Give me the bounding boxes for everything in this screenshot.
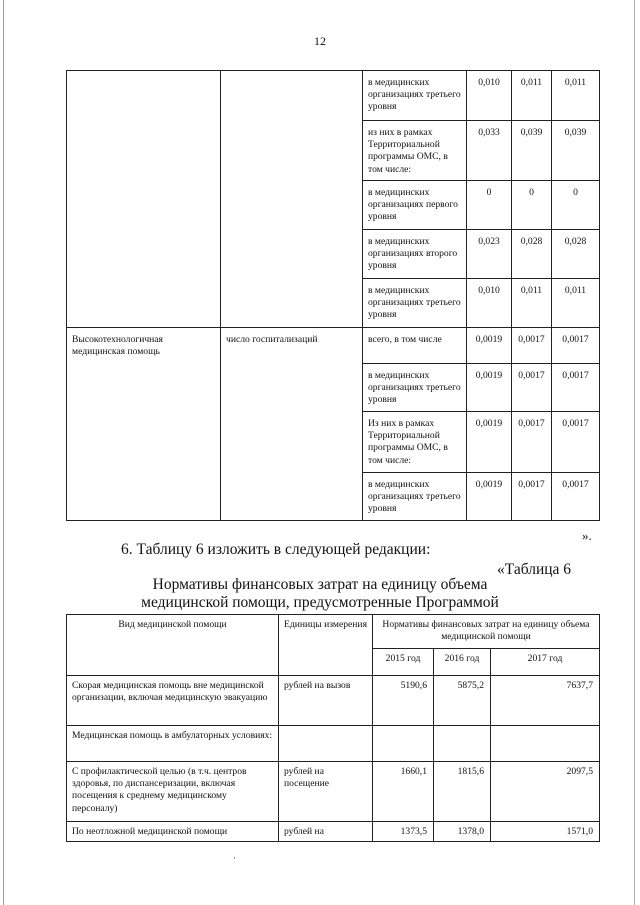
value-2015: 0,0019 [467, 473, 512, 521]
value-2017: 7637,7 [491, 676, 600, 726]
unit: рублей на посещение [279, 762, 373, 822]
table-title [100, 576, 540, 612]
care-type: Медицинская помощь в амбулаторных условиях: [67, 726, 279, 762]
value-2017: 0,039 [552, 121, 600, 181]
table-cell: всего, в том числе [363, 328, 467, 364]
table-row [67, 676, 600, 726]
value-2015: 0,0019 [467, 328, 512, 364]
value-2016: 0,028 [512, 230, 552, 279]
value-2016: 0,0017 [512, 412, 552, 473]
value-2017: 0,011 [552, 279, 600, 328]
value-2015: 0,033 [467, 121, 512, 181]
scan-edge-left [3, 0, 4, 905]
value-2015: 0,010 [467, 279, 512, 328]
table-row [67, 71, 600, 121]
value-2015: 0 [467, 181, 512, 230]
value-2016: 0,039 [512, 121, 552, 181]
amendment-paragraph: 6. Таблицу 6 изложить в следующей редакции: [121, 541, 431, 558]
value-2017: 0,0017 [552, 364, 600, 412]
table-cell: в медицинских организациях первого уровня [363, 181, 467, 230]
unit: рублей на вызов [279, 676, 373, 726]
value-2016: 1815,6 [434, 762, 491, 822]
table-cell: в медицинских организациях третьего уровня [363, 473, 467, 521]
table-cell: в медицинских организациях второго уровня [363, 230, 467, 279]
value-2017: 0,0017 [552, 412, 600, 473]
care-type: С профилактической целью (в т.ч. центров здоровья, по диспансеризации, включая посещения к среднему медицинскому персоналу) [67, 762, 279, 822]
value-2016: 5875,2 [434, 676, 491, 726]
table-cell: Из них в рамках Территориальной программы ОМС, в том числе: [363, 412, 467, 473]
value-2017: 0,0017 [552, 328, 600, 364]
table-cell [221, 71, 363, 328]
table-cell: число госпитализаций [221, 328, 363, 521]
value-2015 [373, 726, 434, 762]
value-2017: 0 [552, 181, 600, 230]
volume-norms-table-continued [66, 70, 600, 521]
footer-mark: · [233, 853, 236, 863]
header-year-2015: 2015 год [373, 649, 434, 676]
value-2017 [491, 726, 600, 762]
header-type: Вид медицинской помощи [67, 615, 279, 676]
closing-quote: ». [582, 528, 592, 543]
value-2016: 0 [512, 181, 552, 230]
table-cell: в медицинских организациях третьего уровня [363, 71, 467, 121]
scan-edge-right [634, 0, 635, 905]
value-2015: 0,0019 [467, 412, 512, 473]
unit: рублей на [279, 822, 373, 842]
value-2016: 0,0017 [512, 364, 552, 412]
table-cell: Высокотехнологичная медицинская помощь [67, 328, 221, 521]
care-type: По неотложной медицинской помощи [67, 822, 279, 842]
table-header-row [67, 615, 600, 649]
value-2015: 0,0019 [467, 364, 512, 412]
table-cell [67, 71, 221, 328]
page-number: 12 [314, 34, 326, 48]
table-cell: в медицинских организациях третьего уровня [363, 279, 467, 328]
value-2017: 2097,5 [491, 762, 600, 822]
value-2015: 1660,1 [373, 762, 434, 822]
value-2016: 0,0017 [512, 328, 552, 364]
value-2015: 5190,6 [373, 676, 434, 726]
header-year-2016: 2016 год [434, 649, 491, 676]
value-2017: 0,0017 [552, 473, 600, 521]
table-label: «Таблица 6 [497, 561, 572, 578]
header-norms: Нормативы финансовых затрат на единицу объема медицинской помощи [373, 615, 600, 649]
value-2017: 0,011 [552, 71, 600, 121]
table-row [67, 762, 600, 822]
title-line-1: Нормативы финансовых затрат на единицу объема [152, 576, 488, 593]
header-year-2017: 2017 год [491, 649, 600, 676]
care-type: Скорая медицинская помощь вне медицинской организации, включая медицинскую эвакуацию [67, 676, 279, 726]
value-2016: 0,0017 [512, 473, 552, 521]
table-row [67, 822, 600, 842]
value-2016: 1378,0 [434, 822, 491, 842]
value-2015: 1373,5 [373, 822, 434, 842]
title-line-2: медицинской помощи, предусмотренные Программой [141, 594, 499, 611]
table-row [67, 726, 600, 762]
value-2017: 0,028 [552, 230, 600, 279]
value-2015: 0,023 [467, 230, 512, 279]
value-2016: 0,011 [512, 71, 552, 121]
table-cell: из них в рамках Территориальной программы ОМС, в том числе: [363, 121, 467, 181]
value-2016: 0,011 [512, 279, 552, 328]
financial-norms-table [66, 614, 600, 842]
unit [279, 726, 373, 762]
value-2015: 0,010 [467, 71, 512, 121]
value-2017: 1571,0 [491, 822, 600, 842]
value-2016 [434, 726, 491, 762]
header-units: Единицы измерения [279, 615, 373, 676]
table-row [67, 328, 600, 364]
table-cell: в медицинских организациях третьего уровня [363, 364, 467, 412]
